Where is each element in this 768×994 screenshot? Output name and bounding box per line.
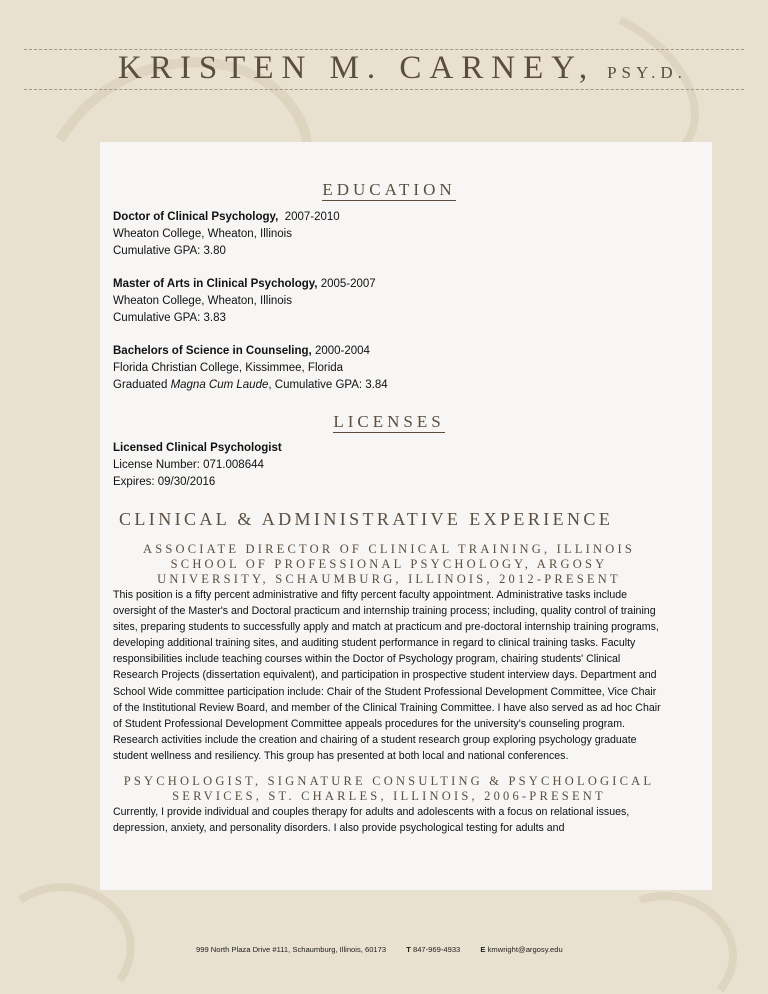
license-number: License Number: 071.008644 bbox=[113, 459, 264, 471]
job-2-title: PSYCHOLOGIST, SIGNATURE CONSULTING & PSYCHOLOGICAL SERVICES, ST. CHARLES, ILLINOIS, 2006-PRESENT bbox=[123, 774, 655, 804]
footer-phone-label: T bbox=[406, 945, 411, 954]
degree-1-gpa: Cumulative GPA: 3.80 bbox=[113, 245, 226, 257]
education-entry-1 bbox=[113, 209, 665, 260]
header-bottom-rule bbox=[24, 89, 744, 90]
degree-3-years: 2000-2004 bbox=[314, 345, 370, 357]
footer-contact bbox=[196, 945, 563, 954]
degree-3-gpa-suffix: , Cumulative GPA: 3.84 bbox=[268, 379, 388, 391]
license-name: Licensed Clinical Psychologist bbox=[113, 442, 282, 454]
education-heading bbox=[113, 180, 665, 200]
header-credential: PSY.D. bbox=[607, 63, 687, 82]
footer-email-label: E bbox=[480, 945, 486, 954]
footer-address: 999 North Plaza Drive #111, Schaumburg, Illinois, 60173 bbox=[196, 945, 387, 954]
job-1-description: This position is a fifty percent administrative and fifty percent faculty appointment. Administrative tasks include oversight of the Master's and Doctoral practicum and internship training process; including, quality control of training sites, preparing students to successfully apply and match at practicum and pre-doctoral internship training programs, developing additional training sites, and auditing student performance in regard to clinical training tasks. Faculty responsibilities include teaching courses within the Doctor of Psychology program, chairing students' Clinical Research Projects (dissertation equivalent), and participation in prospective student interview days. Department and School Wide committee participation include: Chair of the Student Professional Development Committee, Vice Chair of the Institutional Review Board, and member of the Clinical Training Committee. I have also served as ad hoc Chair of Student Professional Development Committee appeals procedures for the university's counseling program. Research activities include the creation and chairing of a student research group exploring psychology graduate student wellness and resiliency. This group has presented at both local and national conferences. bbox=[113, 589, 661, 762]
job-1-title: ASSOCIATE DIRECTOR OF CLINICAL TRAINING, ILLINOIS SCHOOL OF PROFESSIONAL PSYCHOLOGY, ARGOSY UNIVERSITY, SCHAUMBURG, ILLINOIS, 2012-PRESENT bbox=[143, 542, 635, 586]
degree-3: Bachelors of Science in Counseling, bbox=[113, 345, 312, 357]
licenses-heading bbox=[113, 412, 665, 432]
header-name-text: KRISTEN M. CARNEY, bbox=[118, 50, 596, 86]
experience-heading: CLINICAL & ADMINISTRATIVE EXPERIENCE bbox=[119, 509, 614, 529]
education-heading-text: EDUCATION bbox=[322, 180, 456, 199]
degree-2-gpa: Cumulative GPA: 3.83 bbox=[113, 312, 226, 324]
degree-3-gpa-prefix: Graduated bbox=[113, 379, 168, 391]
header-name bbox=[118, 50, 687, 87]
footer-phone: 847-969-4933 bbox=[412, 945, 461, 954]
degree-1: Doctor of Clinical Psychology, bbox=[113, 211, 279, 223]
resume-content bbox=[113, 142, 665, 836]
job-2-description: Currently, I provide individual and couples therapy for adults and adolescents with a focus on relational issues, depression, anxiety, and personality disorders. I also provide psychological testing for adults and bbox=[113, 806, 630, 835]
degree-1-years: 2007-2010 bbox=[284, 211, 340, 223]
footer-email[interactable]: kmwright@argosy.edu bbox=[487, 945, 563, 954]
education-entry-3 bbox=[113, 343, 665, 394]
degree-3-school: Florida Christian College, Kissimmee, Florida bbox=[113, 362, 344, 374]
license-entry bbox=[113, 440, 665, 491]
degree-2-years: 2005-2007 bbox=[320, 278, 376, 290]
degree-3-honor: Magna Cum Laude bbox=[170, 379, 269, 391]
education-entry-2 bbox=[113, 276, 665, 327]
degree-1-school: Wheaton College, Wheaton, Illinois bbox=[113, 228, 292, 240]
license-expires: Expires: 09/30/2016 bbox=[113, 476, 216, 488]
degree-3-gpa bbox=[113, 377, 665, 394]
licenses-heading-text: LICENSES bbox=[333, 412, 445, 431]
degree-2: Master of Arts in Clinical Psychology, bbox=[113, 278, 318, 290]
degree-2-school: Wheaton College, Wheaton, Illinois bbox=[113, 295, 292, 307]
